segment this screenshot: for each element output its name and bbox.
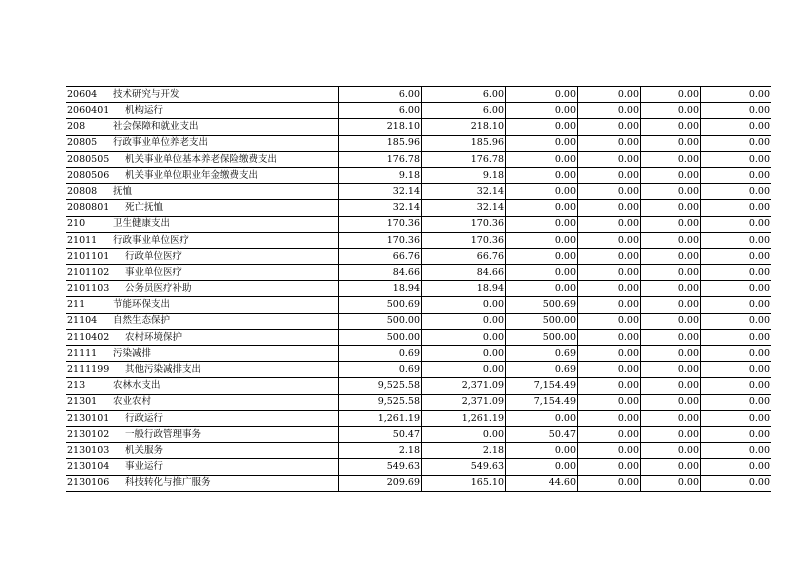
subject-code-cell: 21301: [66, 394, 112, 410]
subject-name-text: 事业单位医疗: [125, 266, 183, 278]
amount-cell: 0.00: [641, 378, 701, 394]
amount-cell: 0.00: [578, 103, 641, 119]
amount-cell: 0.69: [506, 346, 578, 362]
table-row: [66, 394, 771, 410]
table-row: [66, 265, 771, 281]
subject-name-cell: [112, 232, 339, 248]
amount-cell: 1,261.19: [339, 410, 422, 426]
amount-cell: 0.00: [701, 362, 772, 378]
amount-cell: 6.00: [422, 87, 506, 103]
amount-cell: 9,525.58: [339, 378, 422, 394]
amount-cell: 0.00: [422, 362, 506, 378]
subject-name-text: 一般行政管理事务: [125, 428, 202, 440]
subject-code-cell: 2101102: [66, 265, 112, 281]
amount-cell: 0.00: [701, 87, 772, 103]
amount-cell: 18.94: [339, 281, 422, 297]
amount-cell: 7,154.49: [506, 378, 578, 394]
amount-cell: 0.00: [701, 329, 772, 345]
subject-name-text: 农村环境保护: [125, 331, 183, 343]
subject-name-cell: [112, 378, 339, 394]
amount-cell: 0.00: [506, 184, 578, 200]
amount-cell: 0.00: [641, 216, 701, 232]
table-row: [66, 281, 771, 297]
budget-table: [66, 86, 771, 492]
table-row: [66, 184, 771, 200]
subject-code-cell: 20805: [66, 135, 112, 151]
amount-cell: 0.00: [641, 103, 701, 119]
amount-cell: 1,261.19: [422, 410, 506, 426]
subject-name-text: 死亡抚恤: [125, 202, 164, 214]
amount-cell: 0.00: [701, 184, 772, 200]
amount-cell: 0.00: [641, 426, 701, 442]
subject-name-text: 农林水支出: [113, 380, 161, 392]
amount-cell: 500.00: [339, 313, 422, 329]
amount-cell: 0.00: [578, 459, 641, 475]
subject-code-cell: 2080801: [66, 200, 112, 216]
amount-cell: 0.00: [578, 475, 641, 491]
subject-code-cell: 2130104: [66, 459, 112, 475]
subject-code-cell: 21104: [66, 313, 112, 329]
amount-cell: 0.00: [578, 426, 641, 442]
subject-name-cell: [112, 103, 339, 119]
subject-name-cell: [112, 281, 339, 297]
amount-cell: 185.96: [422, 135, 506, 151]
subject-name-text: 抚恤: [113, 185, 133, 197]
amount-cell: 0.00: [701, 378, 772, 394]
subject-name-cell: [112, 362, 339, 378]
amount-cell: 50.47: [339, 426, 422, 442]
amount-cell: 0.69: [339, 346, 422, 362]
table-row: [66, 135, 771, 151]
amount-cell: 0.00: [641, 313, 701, 329]
amount-cell: 0.00: [641, 167, 701, 183]
amount-cell: 176.78: [422, 151, 506, 167]
amount-cell: 0.00: [701, 281, 772, 297]
subject-name-text: 事业运行: [125, 461, 164, 473]
amount-cell: 0.00: [506, 151, 578, 167]
amount-cell: 0.00: [701, 248, 772, 264]
subject-code-cell: 2060401: [66, 103, 112, 119]
subject-name-cell: [112, 87, 339, 103]
subject-code-cell: 2110402: [66, 329, 112, 345]
subject-code-cell: 211: [66, 297, 112, 313]
amount-cell: 50.47: [506, 426, 578, 442]
amount-cell: 500.69: [506, 297, 578, 313]
amount-cell: 0.00: [701, 426, 772, 442]
table-row: [66, 167, 771, 183]
subject-code-cell: 2101103: [66, 281, 112, 297]
table-row: [66, 151, 771, 167]
amount-cell: 500.00: [506, 329, 578, 345]
amount-cell: 0.00: [641, 87, 701, 103]
amount-cell: 0.69: [339, 362, 422, 378]
subject-name-cell: [112, 135, 339, 151]
table-row: [66, 200, 771, 216]
subject-name-cell: [112, 167, 339, 183]
amount-cell: 0.00: [506, 87, 578, 103]
subject-name-cell: [112, 426, 339, 442]
subject-code-cell: 2080506: [66, 167, 112, 183]
amount-cell: 0.00: [422, 297, 506, 313]
amount-cell: 0.00: [701, 119, 772, 135]
amount-cell: 0.00: [578, 378, 641, 394]
amount-cell: 0.00: [578, 313, 641, 329]
table-row: [66, 426, 771, 442]
amount-cell: 32.14: [339, 184, 422, 200]
table-row: [66, 362, 771, 378]
amount-cell: 500.69: [339, 297, 422, 313]
subject-name-text: 行政事业单位医疗: [113, 234, 190, 246]
amount-cell: 0.00: [701, 346, 772, 362]
amount-cell: 0.00: [422, 329, 506, 345]
amount-cell: 0.00: [701, 313, 772, 329]
subject-name-cell: [112, 410, 339, 426]
amount-cell: 0.00: [422, 346, 506, 362]
table-row: [66, 443, 771, 459]
amount-cell: 7,154.49: [506, 394, 578, 410]
amount-cell: 0.00: [701, 200, 772, 216]
subject-name-text: 行政事业单位养老支出: [113, 137, 209, 149]
amount-cell: 170.36: [422, 232, 506, 248]
amount-cell: 209.69: [339, 475, 422, 491]
amount-cell: 0.00: [701, 135, 772, 151]
subject-name-text: 卫生健康支出: [113, 218, 171, 230]
amount-cell: 0.00: [506, 216, 578, 232]
subject-code-cell: 20808: [66, 184, 112, 200]
amount-cell: 0.00: [506, 167, 578, 183]
amount-cell: 6.00: [339, 103, 422, 119]
subject-name-cell: [112, 119, 339, 135]
amount-cell: 549.63: [339, 459, 422, 475]
table-row: [66, 378, 771, 394]
subject-name-text: 公务员医疗补助: [125, 283, 192, 295]
table-row: [66, 297, 771, 313]
amount-cell: 170.36: [339, 232, 422, 248]
amount-cell: 0.00: [641, 135, 701, 151]
subject-code-cell: 21111: [66, 346, 112, 362]
subject-code-cell: 2130102: [66, 426, 112, 442]
subject-name-cell: [112, 443, 339, 459]
amount-cell: 0.00: [641, 248, 701, 264]
amount-cell: 0.69: [506, 362, 578, 378]
amount-cell: 66.76: [339, 248, 422, 264]
table-row: [66, 87, 771, 103]
amount-cell: 0.00: [641, 151, 701, 167]
subject-name-text: 其他污染减排支出: [125, 364, 202, 376]
amount-cell: 0.00: [578, 248, 641, 264]
amount-cell: 549.63: [422, 459, 506, 475]
subject-code-cell: 2101101: [66, 248, 112, 264]
amount-cell: 2.18: [339, 443, 422, 459]
amount-cell: 0.00: [578, 265, 641, 281]
table-row: [66, 232, 771, 248]
amount-cell: 0.00: [641, 265, 701, 281]
subject-name-cell: [112, 313, 339, 329]
amount-cell: 0.00: [506, 200, 578, 216]
subject-name-cell: [112, 329, 339, 345]
amount-cell: 0.00: [578, 297, 641, 313]
subject-code-cell: 208: [66, 119, 112, 135]
amount-cell: 0.00: [641, 475, 701, 491]
subject-code-cell: 21011: [66, 232, 112, 248]
amount-cell: 0.00: [578, 329, 641, 345]
amount-cell: 0.00: [422, 426, 506, 442]
amount-cell: 0.00: [506, 281, 578, 297]
amount-cell: 0.00: [701, 232, 772, 248]
amount-cell: 0.00: [578, 87, 641, 103]
amount-cell: 0.00: [701, 410, 772, 426]
subject-name-cell: [112, 346, 339, 362]
amount-cell: 0.00: [641, 329, 701, 345]
subject-code-cell: 2130101: [66, 410, 112, 426]
amount-cell: 0.00: [701, 216, 772, 232]
subject-name-cell: [112, 394, 339, 410]
amount-cell: 176.78: [339, 151, 422, 167]
subject-name-text: 社会保障和就业支出: [113, 121, 199, 133]
amount-cell: 6.00: [422, 103, 506, 119]
subject-code-cell: 2130106: [66, 475, 112, 491]
amount-cell: 0.00: [701, 151, 772, 167]
amount-cell: 0.00: [506, 248, 578, 264]
table-row: [66, 475, 771, 491]
amount-cell: 6.00: [339, 87, 422, 103]
amount-cell: 0.00: [578, 119, 641, 135]
amount-cell: 0.00: [701, 394, 772, 410]
subject-name-text: 机关服务: [125, 444, 164, 456]
subject-name-text: 节能环保支出: [113, 299, 171, 311]
amount-cell: 0.00: [506, 119, 578, 135]
amount-cell: 0.00: [701, 459, 772, 475]
amount-cell: 0.00: [701, 297, 772, 313]
amount-cell: 0.00: [641, 459, 701, 475]
subject-code-cell: 2111199: [66, 362, 112, 378]
subject-name-cell: [112, 297, 339, 313]
amount-cell: 0.00: [578, 135, 641, 151]
amount-cell: 0.00: [422, 313, 506, 329]
amount-cell: 0.00: [506, 135, 578, 151]
subject-name-text: 机关事业单位基本养老保险缴费支出: [125, 153, 278, 165]
amount-cell: 0.00: [578, 362, 641, 378]
table-row: [66, 103, 771, 119]
amount-cell: 32.14: [422, 200, 506, 216]
amount-cell: 0.00: [701, 167, 772, 183]
subject-name-text: 行政单位医疗: [125, 250, 183, 262]
amount-cell: 0.00: [578, 281, 641, 297]
amount-cell: 18.94: [422, 281, 506, 297]
amount-cell: 0.00: [641, 232, 701, 248]
amount-cell: 0.00: [578, 232, 641, 248]
amount-cell: 0.00: [506, 265, 578, 281]
amount-cell: 0.00: [506, 232, 578, 248]
subject-name-cell: [112, 248, 339, 264]
amount-cell: 0.00: [578, 394, 641, 410]
subject-name-text: 农业农村: [113, 396, 152, 408]
amount-cell: 0.00: [506, 459, 578, 475]
subject-name-text: 污染减排: [113, 347, 152, 359]
subject-name-text: 自然生态保护: [113, 315, 171, 327]
amount-cell: 66.76: [422, 248, 506, 264]
amount-cell: 0.00: [578, 410, 641, 426]
amount-cell: 0.00: [578, 216, 641, 232]
amount-cell: 170.36: [422, 216, 506, 232]
amount-cell: 0.00: [701, 265, 772, 281]
table-row: [66, 329, 771, 345]
subject-name-text: 科技转化与推广服务: [125, 477, 211, 489]
subject-name-cell: [112, 184, 339, 200]
table-row: [66, 248, 771, 264]
subject-code-cell: 20604: [66, 87, 112, 103]
amount-cell: 0.00: [578, 151, 641, 167]
amount-cell: 0.00: [578, 167, 641, 183]
subject-name-text: 技术研究与开发: [113, 88, 180, 100]
amount-cell: 0.00: [641, 297, 701, 313]
amount-cell: 0.00: [578, 200, 641, 216]
amount-cell: 0.00: [641, 443, 701, 459]
table-row: [66, 119, 771, 135]
subject-code-cell: 2130103: [66, 443, 112, 459]
amount-cell: 2.18: [422, 443, 506, 459]
amount-cell: 185.96: [339, 135, 422, 151]
amount-cell: 218.10: [339, 119, 422, 135]
subject-name-cell: [112, 216, 339, 232]
amount-cell: 165.10: [422, 475, 506, 491]
subject-code-cell: 213: [66, 378, 112, 394]
amount-cell: 44.60: [506, 475, 578, 491]
amount-cell: 0.00: [701, 475, 772, 491]
amount-cell: 2,371.09: [422, 378, 506, 394]
amount-cell: 2,371.09: [422, 394, 506, 410]
subject-name-cell: [112, 200, 339, 216]
subject-name-text: 行政运行: [125, 412, 164, 424]
amount-cell: 0.00: [578, 443, 641, 459]
amount-cell: 0.00: [641, 410, 701, 426]
subject-code-cell: 210: [66, 216, 112, 232]
amount-cell: 0.00: [641, 394, 701, 410]
amount-cell: 0.00: [641, 281, 701, 297]
table-row: [66, 313, 771, 329]
amount-cell: 0.00: [506, 443, 578, 459]
amount-cell: 32.14: [422, 184, 506, 200]
amount-cell: 9.18: [339, 167, 422, 183]
subject-name-cell: [112, 265, 339, 281]
amount-cell: 0.00: [701, 103, 772, 119]
table-row: [66, 410, 771, 426]
amount-cell: 0.00: [578, 184, 641, 200]
subject-name-cell: [112, 459, 339, 475]
budget-table-body: [66, 87, 771, 492]
table-row: [66, 459, 771, 475]
amount-cell: 218.10: [422, 119, 506, 135]
subject-name-text: 机构运行: [125, 105, 164, 117]
amount-cell: 0.00: [641, 200, 701, 216]
amount-cell: 0.00: [506, 410, 578, 426]
amount-cell: 9.18: [422, 167, 506, 183]
amount-cell: 0.00: [578, 346, 641, 362]
amount-cell: 84.66: [339, 265, 422, 281]
subject-name-cell: [112, 151, 339, 167]
amount-cell: 0.00: [506, 103, 578, 119]
amount-cell: 32.14: [339, 200, 422, 216]
amount-cell: 0.00: [701, 443, 772, 459]
amount-cell: 0.00: [641, 184, 701, 200]
subject-name-text: 机关事业单位职业年金缴费支出: [125, 169, 259, 181]
amount-cell: 500.00: [506, 313, 578, 329]
amount-cell: 84.66: [422, 265, 506, 281]
amount-cell: 0.00: [641, 346, 701, 362]
amount-cell: 9,525.58: [339, 394, 422, 410]
table-row: [66, 346, 771, 362]
amount-cell: 0.00: [641, 119, 701, 135]
subject-name-cell: [112, 475, 339, 491]
amount-cell: 500.00: [339, 329, 422, 345]
amount-cell: 170.36: [339, 216, 422, 232]
amount-cell: 0.00: [641, 362, 701, 378]
table-row: [66, 216, 771, 232]
subject-code-cell: 2080505: [66, 151, 112, 167]
